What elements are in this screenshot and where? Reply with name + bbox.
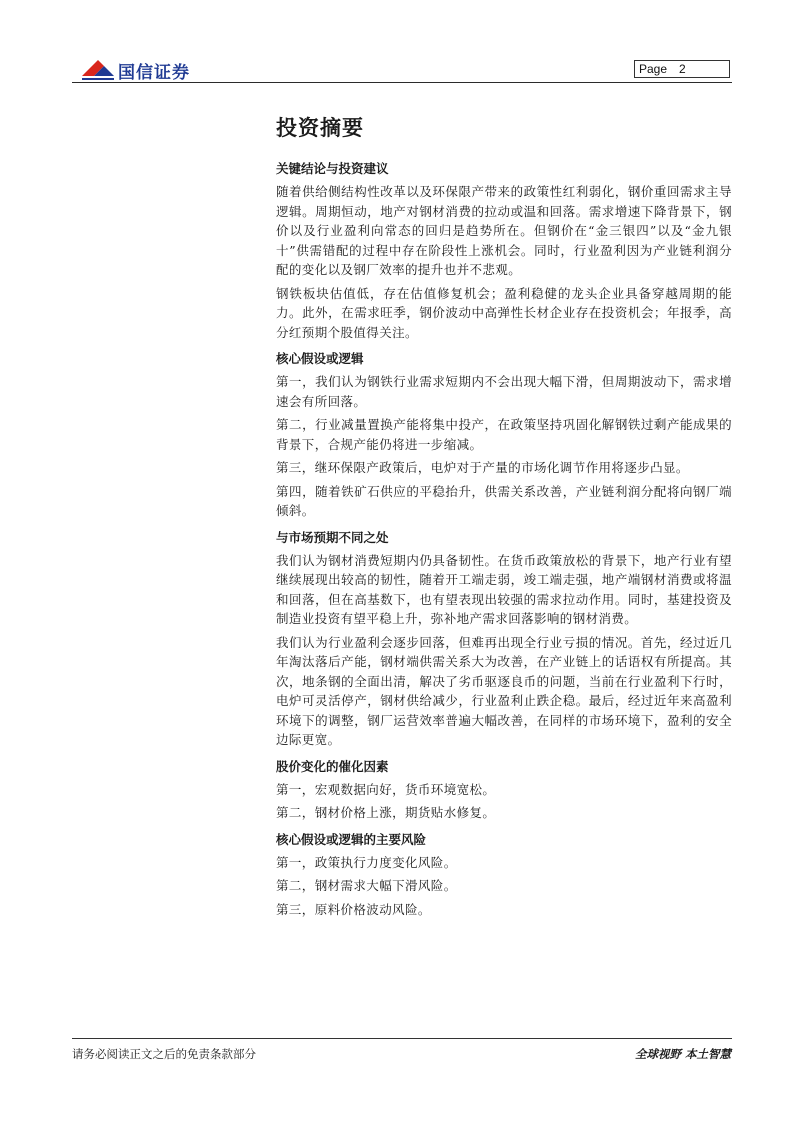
paragraph: 第一，宏观数据向好，货币环境宽松。 bbox=[276, 781, 496, 797]
paragraph: 钢铁板块估值低，存在估值修复机会；盈利稳健的龙头企业具备穿越周期的能力。此外，在需求旺季，钢价波动中高弹性长材企业存在投资机会；年报季，高分红预期个股值得关注。 bbox=[276, 285, 732, 340]
paragraph: 第一，政策执行力度变化风险。 bbox=[276, 854, 457, 870]
logo-text: 国信证券 bbox=[118, 63, 190, 83]
main-content bbox=[276, 112, 732, 923]
page-number: 2 bbox=[679, 62, 686, 76]
section-risks bbox=[276, 831, 732, 920]
section-key-conclusions bbox=[276, 160, 732, 342]
section-heading: 核心假设或逻辑的主要风险 bbox=[276, 831, 427, 847]
header-divider bbox=[72, 82, 732, 83]
company-logo[interactable] bbox=[80, 56, 240, 84]
paragraph: 第四，随着铁矿石供应的平稳抬升，供需关系改善，产业链利润分配将向钢厂端倾斜。 bbox=[276, 483, 732, 518]
page-header bbox=[0, 0, 793, 100]
paragraph: 我们认为行业盈利会逐步回落，但难再出现全行业亏损的情况。首先，经过近几年淘汰落后产能，钢材端供需关系大为改善，在产业链上的话语权有所提高。其次，地条钢的全面出清，解决了劣币驱逐良币的问题，当前在行业盈利下行时，电炉可灵活停产，钢材供给减少，行业盈利止跌企稳。最后，经过近年来高盈利环境下的调整，钢厂运营效率普遍大幅改善，在同样的市场环境下，盈利的安全边际更宽。 bbox=[276, 634, 732, 747]
footer-slogan: 全球视野 本土智慧 bbox=[634, 1047, 731, 1061]
guosen-logo-icon bbox=[80, 56, 116, 84]
paragraph: 第二，行业减量置换产能将集中投产，在政策坚持巩固化解钢铁过剩产能成果的背景下，合规产能仍将进一步缩减。 bbox=[276, 417, 732, 452]
page-title: 投资摘要 bbox=[276, 115, 364, 140]
page-label: Page bbox=[639, 62, 668, 76]
paragraph: 第一，我们认为钢铁行业需求短期内不会出现大幅下滑，但周期波动下，需求增速会有所回落。 bbox=[276, 374, 732, 409]
section-core-assumptions bbox=[276, 350, 732, 521]
page-indicator bbox=[634, 60, 730, 78]
paragraph: 随着供给侧结构性改革以及环保限产带来的政策性红利弱化，钢价重回需求主导逻辑。周期恒动，地产对钢材消费的拉动或温和回落。需求增速下降背景下，钢价以及行业盈利向常态的回归是趋势所在。但钢价在“金三银四”以及“金九银十”供需错配的过程中存在阶段性上涨机会。同时，行业盈利因为产业链利润分配的变化以及钢厂效率的提升也并不悲观。 bbox=[276, 184, 732, 277]
section-heading: 关键结论与投资建议 bbox=[276, 161, 389, 176]
section-differences-from-market bbox=[276, 529, 732, 750]
footer-disclaimer: 请务必阅读正文之后的免责条款部分 bbox=[72, 1047, 256, 1061]
section-heading: 与市场预期不同之处 bbox=[276, 529, 389, 545]
paragraph: 第三，继环保限产政策后，电炉对于产量的市场化调节作用将逐步凸显。 bbox=[276, 460, 689, 475]
section-heading: 核心假设或逻辑 bbox=[276, 351, 364, 366]
section-heading: 股价变化的催化因素 bbox=[276, 758, 389, 774]
paragraph: 第二，钢材需求大幅下滑风险。 bbox=[276, 878, 457, 893]
footer-divider bbox=[72, 1038, 732, 1039]
paragraph: 第三，原料价格波动风险。 bbox=[276, 901, 431, 917]
paragraph: 第二，钢材价格上涨，期货贴水修复。 bbox=[276, 805, 496, 820]
section-catalysts bbox=[276, 758, 732, 823]
paragraph: 我们认为钢材消费短期内仍具备韧性。在货币政策放松的背景下，地产行业有望继续展现出较高的韧性，随着开工端走弱，竣工端走强，地产端钢材消费或将温和回落，但在高基数下，也有望表现出较强的需求拉动作用。同时，基建投资及制造业投资有望平稳上升，弥补地产需求回落影响的钢材消费。 bbox=[276, 552, 732, 626]
